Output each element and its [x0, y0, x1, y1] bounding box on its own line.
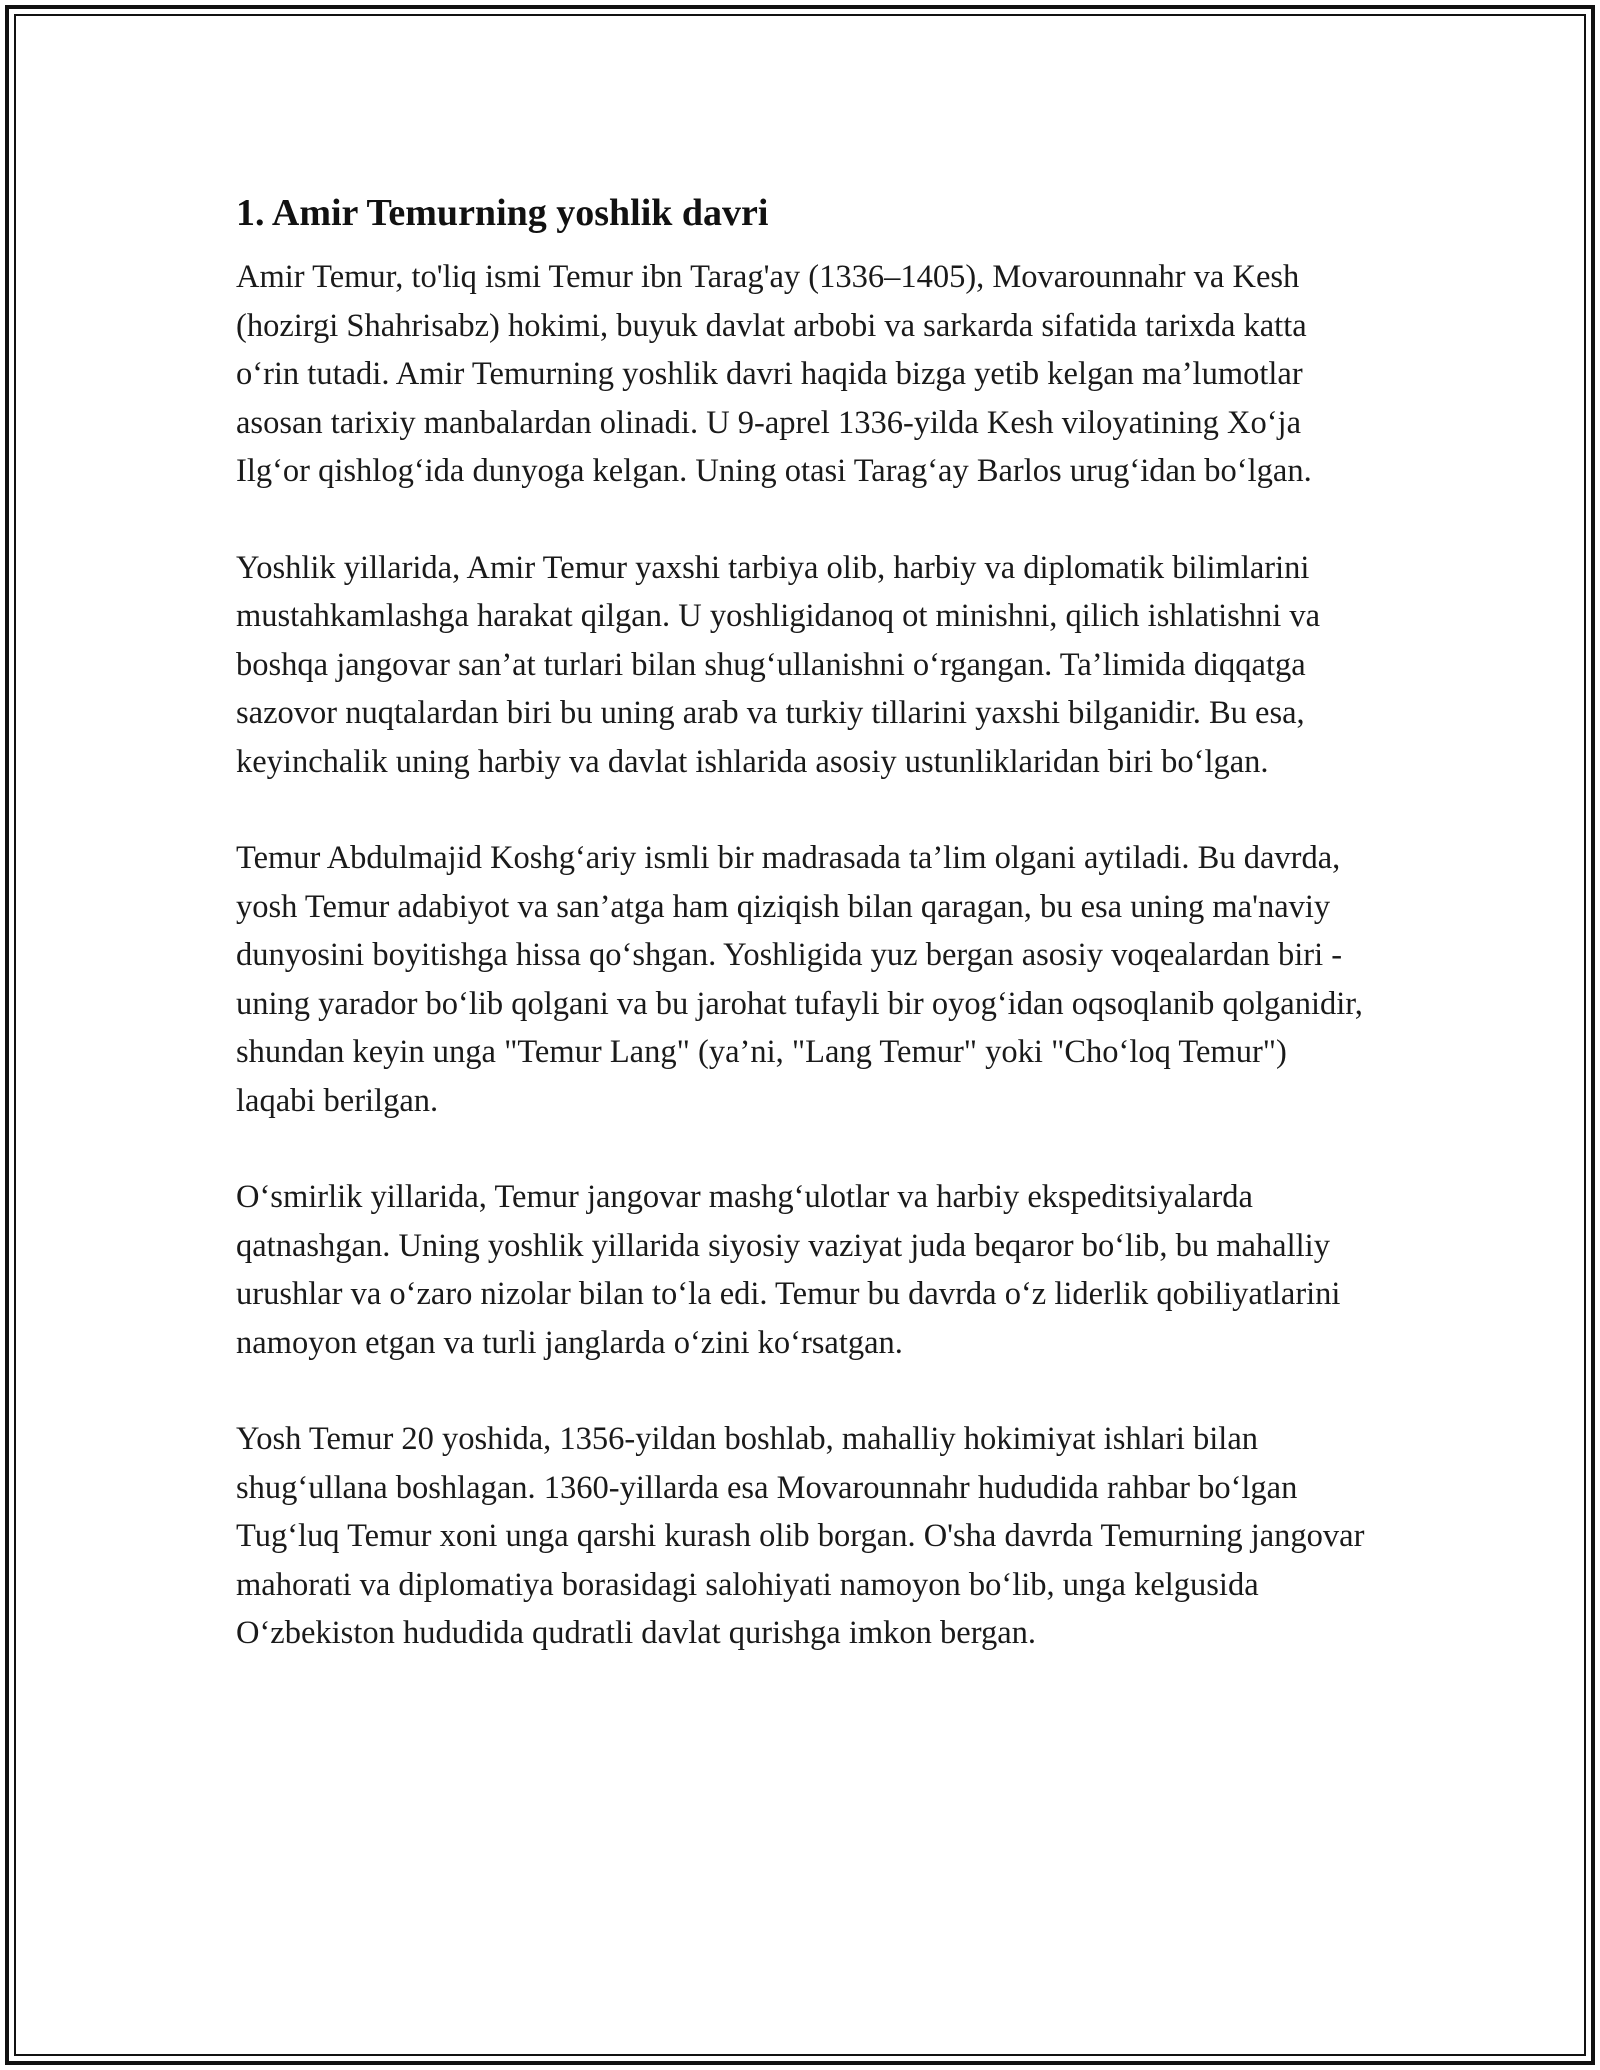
- paragraph-5: Yosh Temur 20 yoshida, 1356-yildan boshlab, mahalliy hokimiyat ishlari bilan shug‘ullana boshlagan. 1360-yillarda esa Movarounnahr hududida rahbar bo‘lgan Tug‘luq Temur xoni unga qarshi kurash olib borgan. O'sha davrda Temurning jangovar mahorati va diplomatiya borasidagi salohiyati namoyon bo‘lib, unga kelgusida O‘zbekiston hududida qudratli davlat qurishga imkon bergan.: [236, 1421, 1365, 1651]
- paragraph-1: Amir Temur, to'liq ismi Temur ibn Tarag'ay (1336–1405), Movarounnahr va Kesh (hozirgi Shahrisabz) hokimi, buyuk davlat arbobi va sarkarda sifatida tarixda katta o‘rin tutadi. Amir Temurning yoshlik davri haqida bizga yetib kelgan ma’lumotlar asosan tarixiy manbalardan olinadi. U 9-aprel 1336-yilda Kesh viloyatining Xo‘ja Ilg‘or qishlog‘ida dunyoga kelgan. Uning otasi Tarag‘ay Barlos urug‘idan bo‘lgan.: [236, 259, 1312, 489]
- paragraph-4: O‘smirlik yillarida, Temur jangovar mashg‘ulotlar va harbiy ekspeditsiyalarda qatnashgan. Uning yoshlik yillarida siyosiy vaziyat juda beqaror bo‘lib, bu mahalliy urushlar va o‘zaro nizolar bilan to‘la edi. Temur bu davrda o‘z liderlik qobiliyatlarini namoyon etgan va turli janglarda o‘zini ko‘rsatgan.: [236, 1179, 1341, 1361]
- section-heading: 1. Amir Temurning yoshlik davri: [236, 192, 769, 234]
- document-body: [236, 185, 1366, 1706]
- paragraph-3: Temur Abdulmajid Koshg‘ariy ismli bir madrasada ta’lim olgani aytiladi. Bu davrda, yosh Temur adabiyot va san’atga ham qiziqish bilan qaragan, bu esa uning ma'naviy dunyosini boyitishga hissa qo‘shgan. Yoshligida yuz bergan asosiy voqealardan biri - uning yarador bo‘lib qolgani va bu jarohat tufayli bir oyog‘idan oqsoqlanib qolganidir, shundan keyin unga "Temur Lang" (ya’ni, "Lang Temur" yoki "Cho‘loq Temur") laqabi berilgan.: [236, 840, 1363, 1119]
- paragraph-2: Yoshlik yillarida, Amir Temur yaxshi tarbiya olib, harbiy va diplomatik bilimlarini mustahkamlashga harakat qilgan. U yoshligidanoq ot minishni, qilich ishlatishni va boshqa jangovar san’at turlari bilan shug‘ullanishni o‘rgangan. Ta’limida diqqatga sazovor nuqtalardan biri bu uning arab va turkiy tillarini yaxshi bilganidir. Bu esa, keyinchalik uning harbiy va davlat ishlarida asosiy ustunliklaridan biri bo‘lgan.: [236, 549, 1321, 780]
